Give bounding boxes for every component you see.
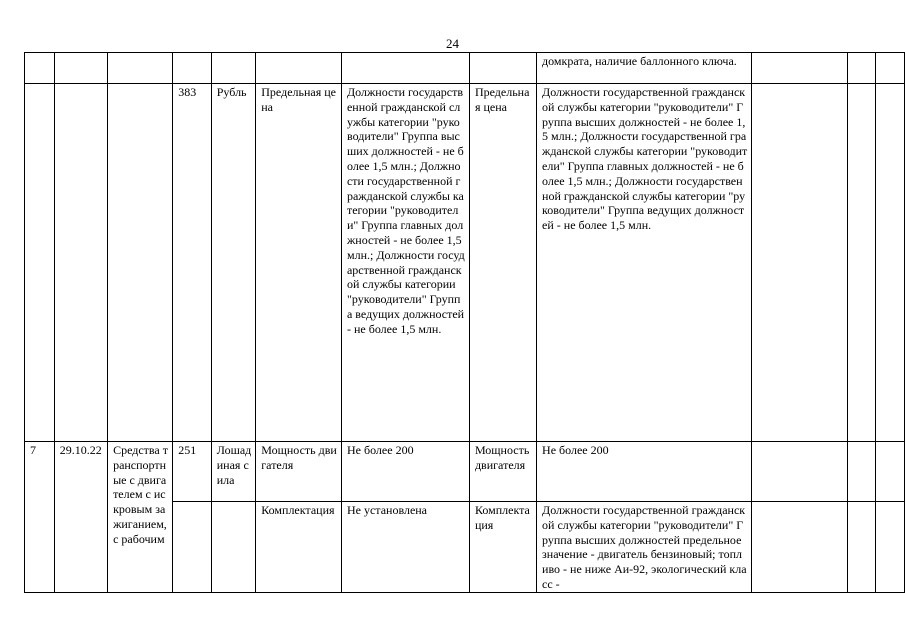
requirements-table <box>24 52 905 593</box>
cell-extra <box>752 53 847 84</box>
cell-value-2: Не более 200 <box>537 442 752 502</box>
cell-name: Средства транспортные с двигателем с искровым зажиганием, с рабочим <box>108 442 173 593</box>
cell-okpd-code <box>54 53 107 84</box>
cell-characteristic: Мощность двигателя <box>256 442 342 502</box>
table-row <box>25 442 905 502</box>
cell-characteristic-2: Комплектация <box>469 502 536 593</box>
cell-number: 7 <box>25 442 55 593</box>
cell-value: Не более 200 <box>341 442 469 502</box>
cell-characteristic <box>256 53 342 84</box>
cell-okpd-code: 29.10.22 <box>54 442 107 593</box>
cell-extra <box>752 442 847 502</box>
cell-unit <box>211 53 256 84</box>
cell-extra <box>847 502 876 593</box>
cell-characteristic-2: Предельная цена <box>469 84 536 442</box>
page-number: 24 <box>446 36 459 51</box>
cell-value <box>341 53 469 84</box>
cell-extra <box>876 53 905 84</box>
cell-okei-code: 251 <box>173 442 212 502</box>
cell-extra <box>847 442 876 502</box>
cell-value-2: домкрата, наличие баллонного ключа. <box>537 53 752 84</box>
cell-value-2: Должности государственной гражданской службы категории "руководители" Группа высших должностей - не более 1,5 млн.; Должности государственной гражданской службы категории "руководители" Группа главных должностей - не более 1,5 млн.; Должности государственной гражданской службы категории "руководители" Группа ведущих должностей - не более 1,5 млн. <box>537 84 752 442</box>
cell-extra <box>752 84 847 442</box>
cell-extra <box>847 53 876 84</box>
cell-number <box>25 84 55 442</box>
cell-unit <box>211 502 256 593</box>
cell-extra <box>876 442 905 502</box>
cell-okpd-code <box>54 84 107 442</box>
cell-characteristic-2: Мощность двигателя <box>469 442 536 502</box>
cell-number <box>25 53 55 84</box>
cell-characteristic: Комплектация <box>256 502 342 593</box>
cell-okei-code <box>173 53 212 84</box>
cell-okei-code <box>173 502 212 593</box>
cell-name <box>108 84 173 442</box>
cell-value: Не установлена <box>341 502 469 593</box>
table-row <box>25 84 905 442</box>
cell-name <box>108 53 173 84</box>
cell-unit: Лошадиная сила <box>211 442 256 502</box>
cell-characteristic-2 <box>469 53 536 84</box>
cell-value-2: Должности государственной гражданской службы категории "руководители" Группа высших должностей предельное значение - двигатель бензиновый; топливо - не ниже Аи-92, экологический класс - <box>537 502 752 593</box>
cell-extra <box>752 502 847 593</box>
cell-characteristic: Предельная цена <box>256 84 342 442</box>
cell-extra <box>847 84 876 442</box>
cell-extra <box>876 502 905 593</box>
cell-value: Должности государственной гражданской службы категории "руководители" Группа высших должностей - не более 1,5 млн.; Должности государственной гражданской службы категории "руководители" Группа главных должностей - не более 1,5 млн.; Должности государственной гражданской службы категории "руководители" Группа ведущих должностей - не более 1,5 млн. <box>341 84 469 442</box>
cell-extra <box>876 84 905 442</box>
cell-unit: Рубль <box>211 84 256 442</box>
table-row <box>25 53 905 84</box>
cell-okei-code: 383 <box>173 84 212 442</box>
